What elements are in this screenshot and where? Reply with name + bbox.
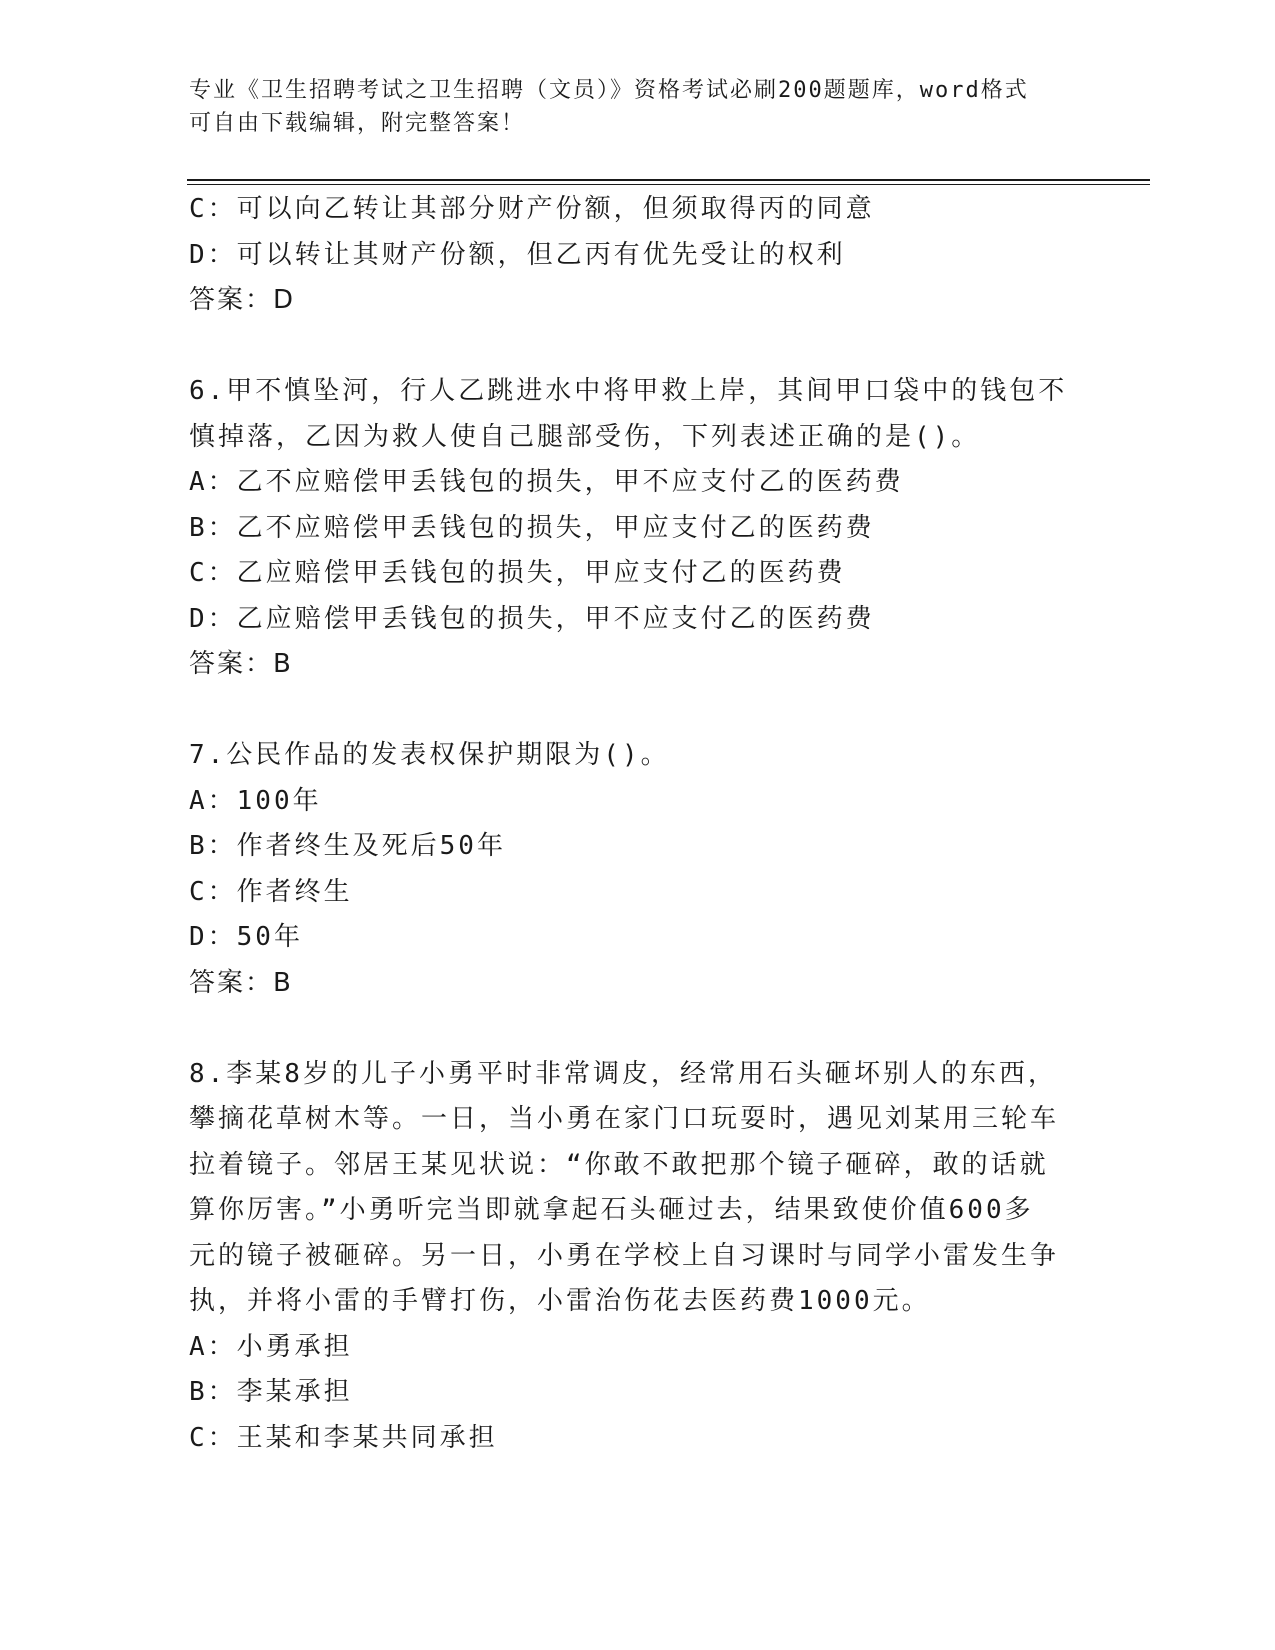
option-a xyxy=(189,1325,1069,1371)
question-text-line: 算你厉害。”小勇听完当即就拿起石头砸过去，结果致使价值600多 xyxy=(189,1195,1034,1225)
option-text: 乙应赔偿甲丢钱包的损失，甲应支付乙的医药费 xyxy=(236,558,846,588)
option-label: A： xyxy=(189,785,237,816)
question-text-line: 6.甲不慎坠河，行人乙跳进水中将甲救上岸，其间甲口袋中的钱包不 xyxy=(189,376,1068,406)
option-label: D： xyxy=(189,922,237,952)
option-text: 可以转让其财产份额，但乙丙有优先受让的权利 xyxy=(236,239,846,270)
option-text: 乙不应赔偿甲丢钱包的损失，甲应支付乙的医药费 xyxy=(236,512,875,543)
answer-line: 答案：B xyxy=(189,967,293,998)
question-text-line: 7.公民作品的发表权保护期限为()。 xyxy=(189,740,670,770)
option-text: 可以向乙转让其部分财产份额，但须取得丙的同意 xyxy=(236,194,875,224)
option-text: 小勇承担 xyxy=(236,1331,353,1362)
option-label: B： xyxy=(189,512,237,543)
document-header xyxy=(189,74,1069,140)
question-7 xyxy=(189,733,1069,1006)
option-label: C： xyxy=(189,876,237,907)
answer-line: 答案：B xyxy=(189,649,293,679)
option-b xyxy=(189,1370,1069,1416)
option-text: 乙不应赔偿甲丢钱包的损失，甲不应支付乙的医药费 xyxy=(236,467,904,497)
option-text: 100年 xyxy=(236,785,322,816)
answer-line: 答案：D xyxy=(189,285,296,315)
option-text: 作者终生及死后50年 xyxy=(236,831,506,861)
question-text-line: 慎掉落，乙因为救人使自己腿部受伤，下列表述正确的是()。 xyxy=(189,421,981,452)
option-c xyxy=(189,551,1069,597)
option-b xyxy=(189,824,1069,870)
question-text-line: 攀摘花草树木等。一日，当小勇在家门口玩耍时，遇见刘某用三轮车 xyxy=(189,1104,1060,1134)
option-c xyxy=(189,1416,1069,1462)
option-text: 王某和李某共同承担 xyxy=(236,1422,498,1453)
question-text-line: 元的镜子被砸碎。另一日，小勇在学校上自习课时与同学小雷发生争 xyxy=(189,1240,1060,1271)
spacer xyxy=(189,1006,1069,1052)
question-text-line: 执，并将小雷的手臂打伤，小雷治伤花去医药费1000元。 xyxy=(189,1286,931,1316)
question-text-line: 拉着镜子。邻居王某见状说：“你敢不敢把那个镜子砸碎，敢的话就 xyxy=(189,1149,1049,1180)
option-label: A： xyxy=(189,1331,237,1362)
header-rule-thin xyxy=(187,184,1150,185)
option-text: 作者终生 xyxy=(236,876,353,907)
option-label: C： xyxy=(189,558,237,588)
option-d xyxy=(189,915,1069,961)
spacer xyxy=(189,688,1069,734)
option-a xyxy=(189,779,1069,825)
option-label: C： xyxy=(189,194,237,224)
question-6 xyxy=(189,369,1069,688)
option-label: D： xyxy=(189,239,237,270)
question-5-tail xyxy=(189,187,1069,324)
option-label: D： xyxy=(189,603,237,634)
option-label: C： xyxy=(189,1422,237,1453)
spacer xyxy=(189,324,1069,370)
header-line-1: 专业《卫生招聘考试之卫生招聘（文员）》资格考试必刷200题题库，word格式 xyxy=(189,78,1029,103)
option-text: 乙应赔偿甲丢钱包的损失，甲不应支付乙的医药费 xyxy=(236,603,875,634)
header-line-2: 可自由下载编辑，附完整答案！ xyxy=(189,111,526,136)
option-b xyxy=(189,506,1069,552)
option-d xyxy=(189,233,1069,279)
question-8 xyxy=(189,1052,1069,1462)
option-label: A： xyxy=(189,467,237,497)
option-text: 50年 xyxy=(236,922,303,952)
question-text-line: 8.李某8岁的儿子小勇平时非常调皮，经常用石头砸坏别人的东西， xyxy=(189,1058,1057,1089)
option-c xyxy=(189,187,1069,233)
option-a xyxy=(189,460,1069,506)
option-label: B： xyxy=(189,1377,237,1407)
option-text: 李某承担 xyxy=(236,1377,353,1407)
header-rule-thick xyxy=(187,179,1150,181)
option-d xyxy=(189,597,1069,643)
option-label: B： xyxy=(189,831,237,861)
document-body xyxy=(189,187,1069,1461)
option-c xyxy=(189,870,1069,916)
